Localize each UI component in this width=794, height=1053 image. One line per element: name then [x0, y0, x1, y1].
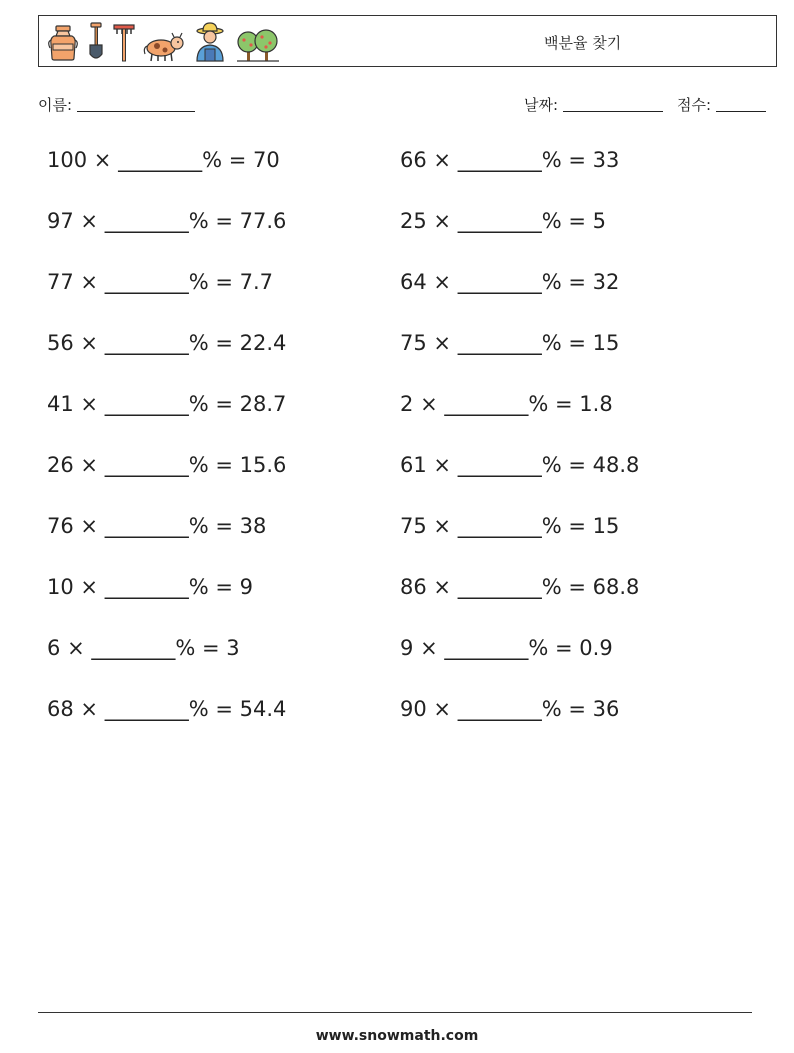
- times-symbol: ×: [420, 636, 438, 660]
- problem-item: [47, 453, 286, 477]
- footer-url: www.snowmath.com: [315, 1028, 479, 1044]
- problem-item: [400, 209, 606, 233]
- cow-icon: [143, 32, 185, 62]
- problem-item: [47, 636, 240, 660]
- tree-icon: [235, 26, 281, 62]
- problem-item: [400, 697, 619, 721]
- problem-operand: 76: [47, 514, 74, 538]
- problem-result: 15: [592, 331, 620, 355]
- times-symbol: ×: [433, 331, 452, 355]
- problem-operand: 25: [400, 209, 427, 233]
- worksheet-title: 백분율 찾기: [544, 34, 622, 52]
- problem-result: 68.8: [592, 575, 640, 599]
- answer-blank[interactable]: ________: [457, 209, 542, 233]
- header-box: [38, 15, 777, 67]
- percent-equals: % =: [188, 697, 233, 721]
- times-symbol: ×: [433, 209, 452, 233]
- problem-operand: 75: [400, 514, 427, 538]
- percent-equals: % =: [202, 148, 247, 172]
- problem-result: 7.7: [239, 270, 274, 294]
- percent-equals: % =: [541, 270, 586, 294]
- times-symbol: ×: [420, 392, 438, 416]
- problem-operand: 86: [400, 575, 427, 599]
- problem-result: 54.4: [239, 697, 287, 721]
- answer-blank[interactable]: ________: [457, 575, 542, 599]
- problem-operand: 75: [400, 331, 427, 355]
- problem-item: [47, 575, 253, 599]
- date-blank[interactable]: [563, 111, 663, 112]
- name-blank[interactable]: [77, 111, 195, 112]
- problem-result: 33: [592, 148, 620, 172]
- percent-equals: % =: [188, 209, 233, 233]
- problem-item: [47, 270, 273, 294]
- times-symbol: ×: [80, 209, 99, 233]
- answer-blank[interactable]: ________: [91, 636, 176, 660]
- problem-result: 1.8: [579, 392, 613, 416]
- answer-blank[interactable]: ________: [444, 636, 529, 660]
- problem-result: 9: [239, 575, 254, 599]
- percent-equals: % =: [188, 392, 233, 416]
- problem-result: 5: [592, 209, 607, 233]
- footer-divider: [38, 1012, 752, 1013]
- percent-equals: % =: [188, 331, 233, 355]
- problem-operand: 2: [400, 392, 414, 416]
- answer-blank[interactable]: ________: [104, 575, 189, 599]
- percent-equals: % =: [541, 331, 586, 355]
- problem-operand: 90: [400, 697, 427, 721]
- percent-equals: % =: [541, 148, 586, 172]
- times-symbol: ×: [80, 270, 99, 294]
- percent-equals: % =: [541, 209, 586, 233]
- answer-blank[interactable]: ________: [444, 392, 529, 416]
- answer-blank[interactable]: ________: [118, 148, 203, 172]
- answer-blank[interactable]: ________: [104, 209, 189, 233]
- times-symbol: ×: [433, 514, 452, 538]
- problem-operand: 56: [47, 331, 74, 355]
- problem-result: 22.4: [239, 331, 287, 355]
- percent-equals: % =: [175, 636, 220, 660]
- problem-result: 48.8: [592, 453, 640, 477]
- times-symbol: ×: [80, 331, 99, 355]
- answer-blank[interactable]: ________: [104, 453, 189, 477]
- problem-result: 32: [592, 270, 620, 294]
- problem-result: 3: [226, 636, 240, 660]
- problem-operand: 41: [47, 392, 74, 416]
- times-symbol: ×: [433, 453, 452, 477]
- problem-item: [400, 270, 619, 294]
- times-symbol: ×: [93, 148, 112, 172]
- answer-blank[interactable]: ________: [104, 270, 189, 294]
- header-icons: [47, 22, 281, 62]
- milk-can-icon: [47, 24, 79, 62]
- answer-blank[interactable]: ________: [457, 148, 542, 172]
- problem-operand: 68: [47, 697, 74, 721]
- name-field: [38, 94, 195, 115]
- problem-item: [400, 331, 619, 355]
- problem-operand: 9: [400, 636, 414, 660]
- problem-operand: 26: [47, 453, 74, 477]
- times-symbol: ×: [433, 575, 452, 599]
- name-label: 이름:: [38, 96, 73, 114]
- answer-blank[interactable]: ________: [104, 514, 189, 538]
- rake-icon: [113, 22, 135, 62]
- percent-equals: % =: [188, 575, 233, 599]
- times-symbol: ×: [67, 636, 85, 660]
- times-symbol: ×: [80, 575, 99, 599]
- answer-blank[interactable]: ________: [457, 697, 542, 721]
- problem-result: 0.9: [579, 636, 613, 660]
- farmer-icon: [193, 22, 227, 62]
- date-label: 날짜:: [524, 96, 559, 114]
- percent-equals: % =: [188, 514, 233, 538]
- problem-item: [400, 453, 639, 477]
- percent-equals: % =: [541, 514, 586, 538]
- problem-item: [47, 331, 286, 355]
- problem-item: [47, 148, 280, 172]
- answer-blank[interactable]: ________: [457, 514, 542, 538]
- answer-blank[interactable]: ________: [104, 697, 189, 721]
- problem-operand: 61: [400, 453, 427, 477]
- problem-result: 77.6: [239, 209, 287, 233]
- times-symbol: ×: [433, 148, 452, 172]
- problem-result: 28.7: [239, 392, 287, 416]
- problem-operand: 64: [400, 270, 427, 294]
- problem-item: [400, 148, 619, 172]
- percent-equals: % =: [541, 697, 586, 721]
- times-symbol: ×: [80, 453, 99, 477]
- times-symbol: ×: [80, 392, 99, 416]
- problem-item: [47, 209, 286, 233]
- problem-item: [400, 392, 613, 416]
- percent-equals: % =: [541, 453, 586, 477]
- percent-equals: % =: [188, 453, 233, 477]
- shovel-icon: [87, 22, 105, 62]
- problem-item: [400, 575, 639, 599]
- problem-operand: 100: [47, 148, 88, 172]
- problem-operand: 66: [400, 148, 427, 172]
- answer-blank[interactable]: ________: [104, 392, 189, 416]
- answer-blank[interactable]: ________: [104, 331, 189, 355]
- times-symbol: ×: [433, 270, 452, 294]
- problem-item: [47, 392, 286, 416]
- date-field: [524, 94, 663, 115]
- times-symbol: ×: [80, 514, 99, 538]
- percent-equals: % =: [188, 270, 233, 294]
- score-blank[interactable]: [716, 111, 766, 112]
- problem-result: 15.6: [239, 453, 287, 477]
- times-symbol: ×: [80, 697, 99, 721]
- problem-operand: 10: [47, 575, 74, 599]
- problem-result: 38: [239, 514, 267, 538]
- problem-result: 15: [592, 514, 620, 538]
- percent-equals: % =: [528, 392, 573, 416]
- problem-item: [400, 514, 619, 538]
- problem-item: [47, 697, 286, 721]
- problem-operand: 6: [47, 636, 61, 660]
- answer-blank[interactable]: ________: [457, 331, 542, 355]
- problem-item: [400, 636, 613, 660]
- percent-equals: % =: [528, 636, 573, 660]
- problem-result: 70: [253, 148, 280, 172]
- score-field: [677, 94, 766, 115]
- times-symbol: ×: [433, 697, 452, 721]
- percent-equals: % =: [541, 575, 586, 599]
- problem-item: [47, 514, 266, 538]
- answer-blank[interactable]: ________: [457, 270, 542, 294]
- problem-result: 36: [592, 697, 620, 721]
- score-label: 점수:: [677, 96, 712, 114]
- problem-operand: 97: [47, 209, 74, 233]
- problem-operand: 77: [47, 270, 74, 294]
- answer-blank[interactable]: ________: [457, 453, 542, 477]
